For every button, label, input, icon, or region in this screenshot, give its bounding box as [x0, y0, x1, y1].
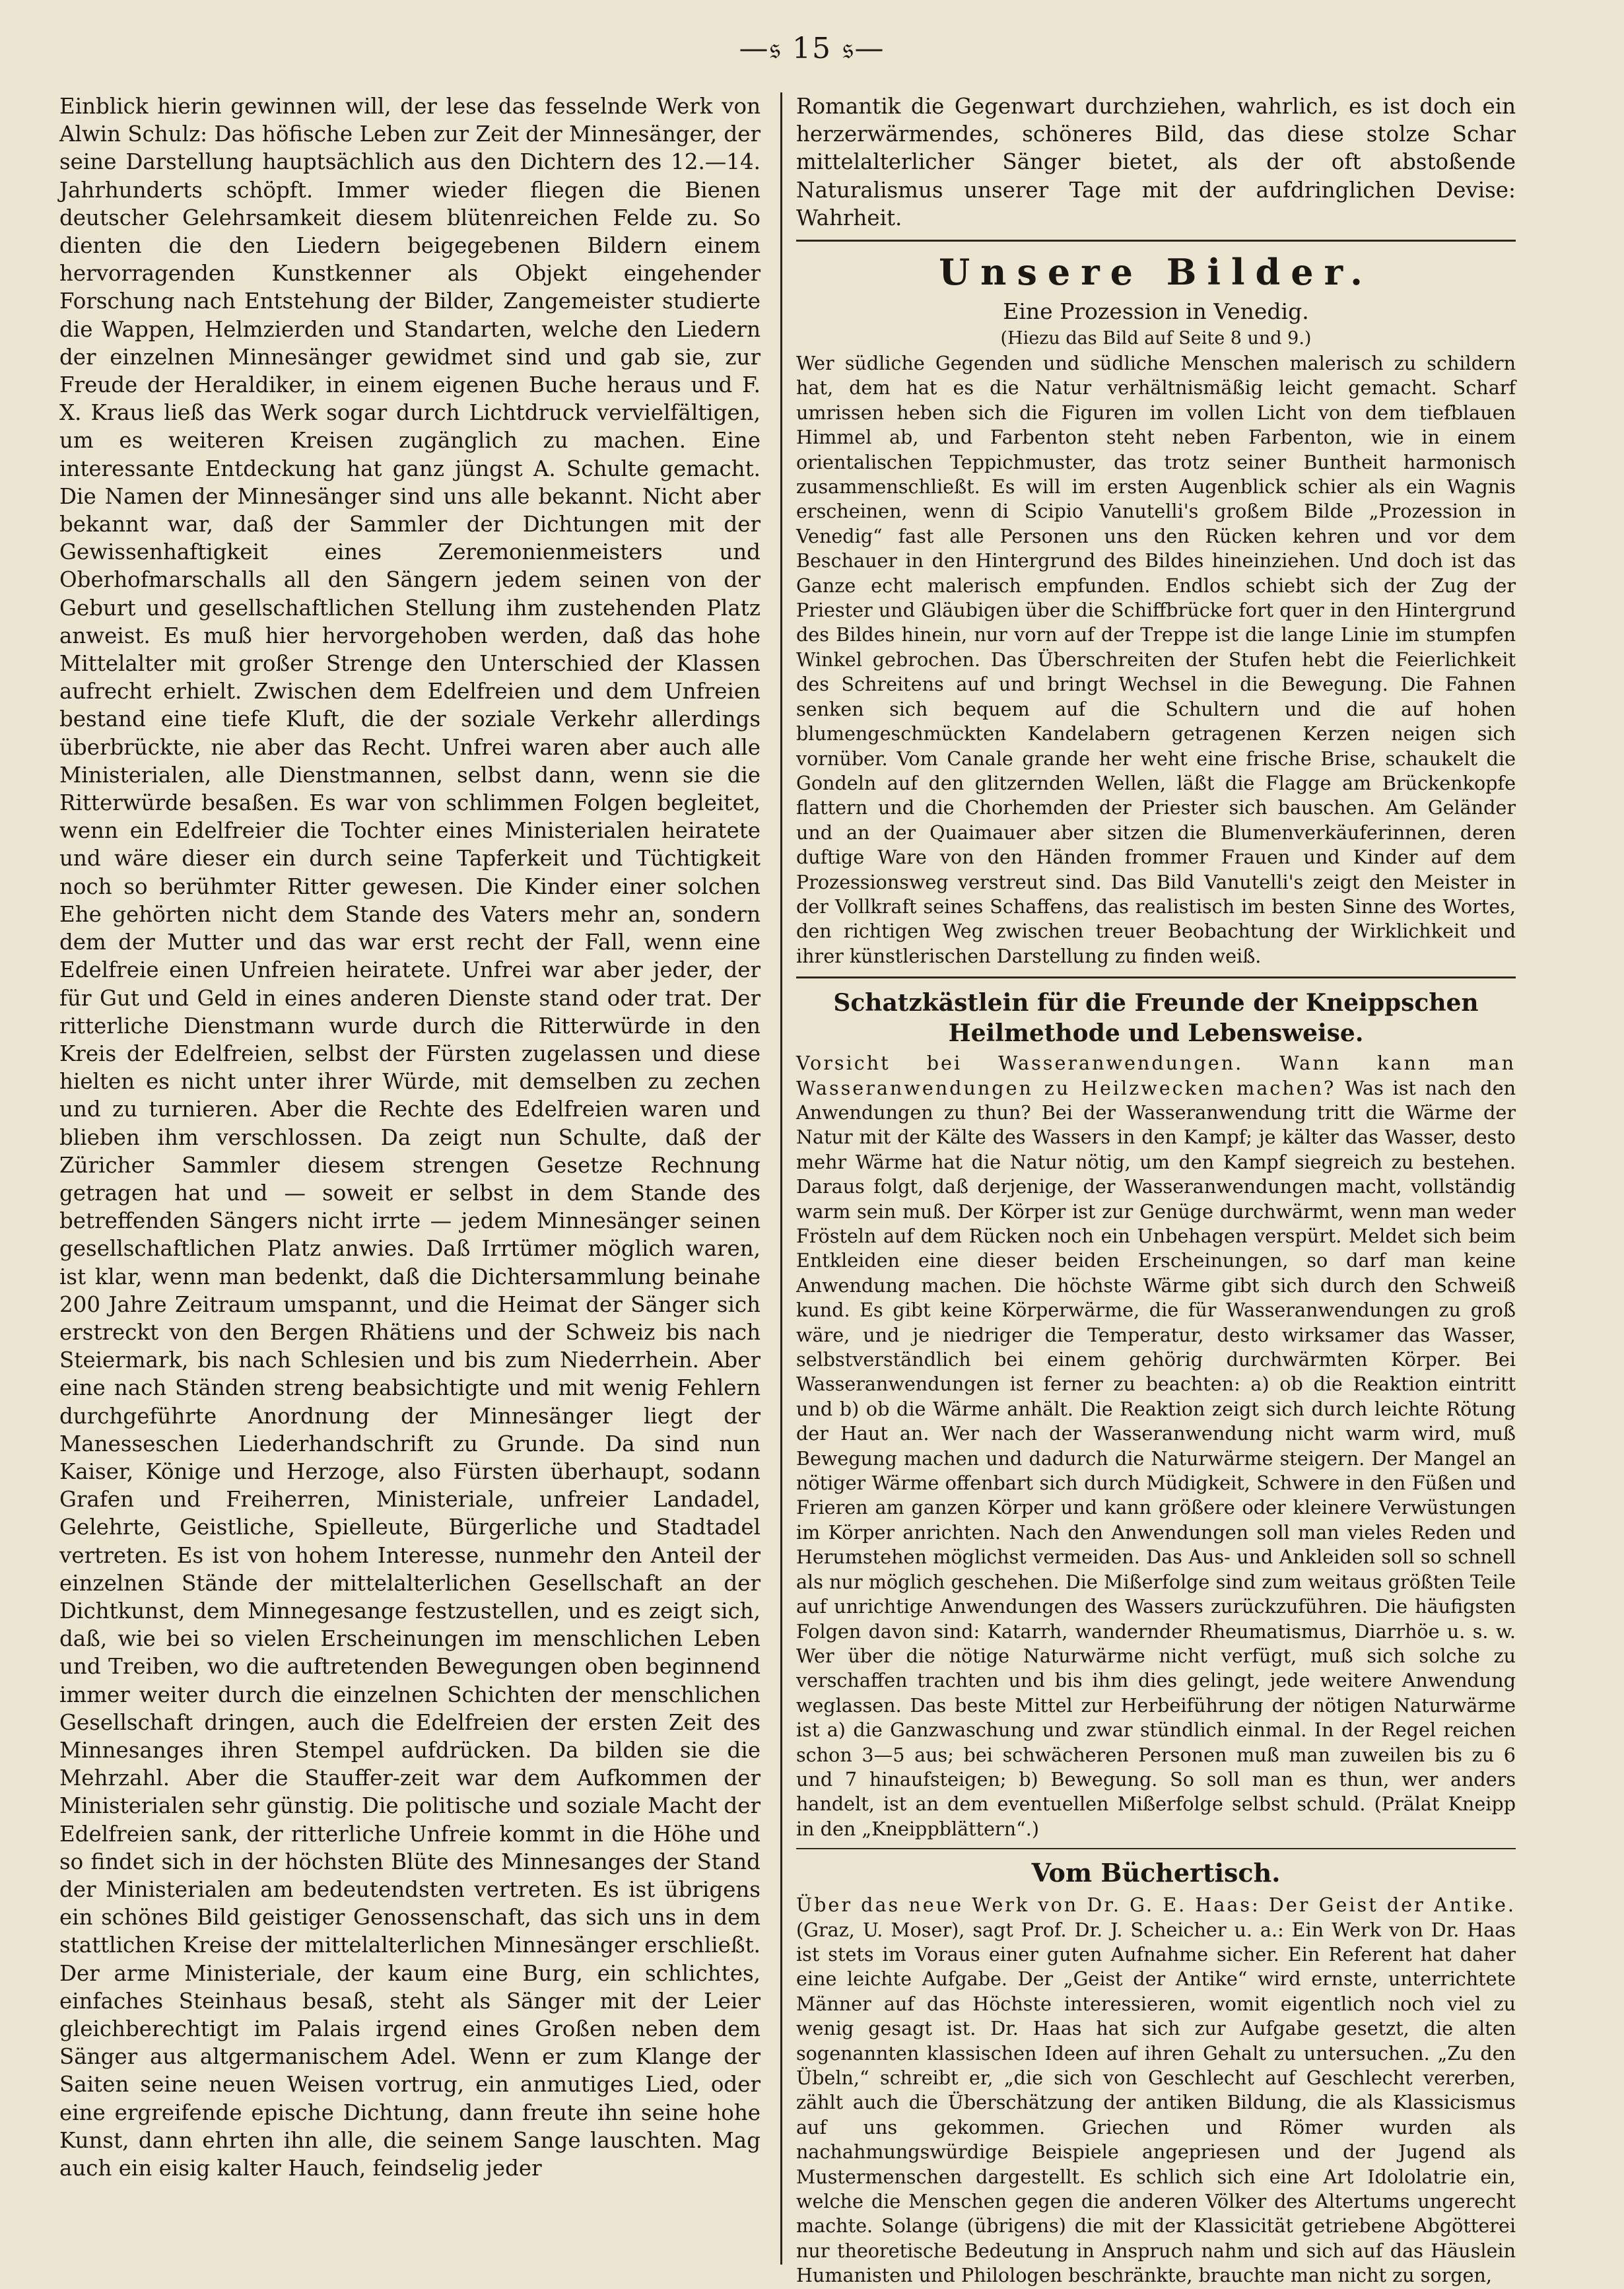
- bilder-heading: Unsere Bilder.: [939, 251, 1373, 294]
- right-intro-text: Romantik die Gegenwart durchziehen, wahrlich, es ist doch ein herzerwärmendes, schöneres Bild, das diese stolze Schar mittelalterlicher Sänger bietet, als der oft abstoßende Naturalismus unserer Tage mit der aufdringlichen Devise: Wahrheit.: [796, 94, 1516, 230]
- bilder-text: Wer südliche Gegenden und südliche Menschen malerisch zu schildern hat, dem hat es die Natur verhältnismäßig leicht gemacht. Scharf umrissen heben sich die Figuren im vollen Licht von dem tiefblauen Himmel ab, und Farbenton steht neben Farbenton, wie in einem orientalischen Teppichmuster, das trotz seiner Buntheit harmonisch zusammenschließt. Es will im ersten Augenblick schier als ein Wagnis erscheinen, wenn di Scipio Vanutelli's großem Bilde „Prozession in Venedig“ fast alle Personen uns den Rücken kehren und vor dem Beschauer in den Hintergrund des Bildes hineinziehen. Und doch ist das Ganze echt malerisch empfunden. Endlos schiebt sich der Zug der Priester und Gläubigen über die Schiffbrücke fort quer in den Hintergrund des Bildes hinein, nur vorn auf der Treppe ist die lange Linie im stumpfen Winkel gebrochen. Das Überschreiten der Stufen hebt die Feierlichkeit des Schreitens auf und bringt Wechsel in die Bewegung. Die Fahnen senken sich bequem auf die Schultern und die auf hohen blumengeschmückten Kandelabern getragenen Kerzen neigen sich vornüber. Vom Canale grande her weht eine frische Brise, schaukelt die Gondeln auf den glitzernden Wellen, läßt die Flagge am Brückenkopfe flattern und die Chorhemden der Priester sich bauschen. Am Geländer und an der Quaimauer aber sitzen die Blumenverkäuferinnen, deren duftige Ware von den Händen frommer Frauen und Kinder auf dem Prozessionsweg verstreut sind. Das Bild Vanutelli's zeigt den Meister in der Vollkraft seines Schaffens, das realistisch im besten Sinne des Wortes, den richtigen Weg zwischen treuer Beobachtung der Wirklichkeit und ihrer künstlerischen Darstellung zu finden weiß.: [796, 352, 1516, 967]
- bilder-note: (Hiezu das Bild auf Seite 8 und 9.): [1000, 328, 1312, 349]
- bilder-subtitle: Eine Prozession in Venedig.: [1003, 298, 1309, 325]
- kneipp-heading: Schatzkästlein für die Freunde der Kneippschen Heilmethode und Lebensweise.: [833, 989, 1479, 1048]
- buecher-paragraph: [796, 1893, 1516, 2288]
- kneipp-paragraph: [796, 1051, 1516, 1841]
- buecher-text: (Graz, U. Moser), sagt Prof. Dr. J. Scheicher u. a.: Ein Werk von Dr. Haas ist stets im Voraus einer guten Aufnahme sicher. Ein Referent hat daher eine leichte Aufgabe. Der „Geist der Antike“ wird ernste, unterrichtete Männer auf das Höchste interessieren, womit eigentlich noch viel zu wenig gesagt ist. Dr. Haas hat sich zur Aufgabe gesetzt, die alten sogenannten klassischen Ideen auf ihren Gehalt zu untersuchen. „Zu den Übeln,“ schreibt er, „die sich von Geschlecht auf Geschlecht vererben, zählt auch die Überschätzung der antiken Bildung, die als Klassicismus auf uns gekommen. Griechen und Römer wurden als nachahmungswürdige Beispiele angepriesen und der Jugend als Mustermenschen dargestellt. Es schlich sich eine Art Idololatrie ein, welche die Menschen gegen die anderen Völker des Altertums ungerecht machte. Solange (übrigens) die mit der Klassicität getriebene Abgötterei nur theoretische Bedeutung in Anspruch nahm und sich auf das Häuslein Humanisten und Philologen beschränkte, brauchte man nicht zu sorgen,: [796, 1918, 1516, 2287]
- kneipp-lead: Vorsicht bei Wasseranwendungen. Wann kann man Wasseranwendungen zu Heilzwecken machen?: [796, 1052, 1516, 1099]
- right-column: [796, 92, 1516, 2288]
- buecher-lead: Über das neue Werk von Dr. G. E. Haas: Der Geist der Antike.: [796, 1894, 1516, 1917]
- section-rule: [796, 976, 1516, 978]
- left-column: [59, 92, 761, 2182]
- buecher-heading: Vom Büchertisch.: [1031, 1858, 1281, 1888]
- section-rule: [796, 1848, 1516, 1849]
- page-number: —𝔰 15 𝔰—: [739, 32, 885, 65]
- left-article-text: Einblick hierin gewinnen will, der lese das fesselnde Werk von Alwin Schulz: Das höfische Leben zur Zeit der Minnesänger, der seine Darstellung hauptsächlich aus den Dichtern des 12.—14. Jahrhunderts schöpft. Immer wieder fliegen die Bienen deutscher Gelehrsamkeit diesem blütenreichen Felde zu. So dienten die den Liedern beigegebenen Bildern einem hervorragenden Kunstkenner als Objekt eingehender Forschung nach Entstehung der Bilder, Zangemeister studierte die Wappen, Helmzierden und Standarten, welche den Liedern der einzelnen Minnesänger gewidmet sind und gab sie, zur Freude der Heraldiker, in einem eigenen Buche heraus und F. X. Kraus ließ das Werk sogar durch Lichtdruck vervielfältigen, um es weiteren Kreisen zugänglich zu machen. Eine interessante Entdeckung hat ganz jüngst A. Schulte gemacht. Die Namen der Minnesänger sind uns alle bekannt. Nicht aber bekannt war, daß der Sammler der Dichtungen mit der Gewissenhaftigkeit eines Zeremonienmeisters und Oberhofmarschalls all den Sängern jedem seinen von der Geburt und gesellschaftlichen Stellung ihm zustehenden Platz anweist. Es muß hier hervorgehoben werden, daß das hohe Mittelalter mit großer Strenge den Unterschied der Klassen aufrecht erhielt. Zwischen dem Edelfreien und dem Unfreien bestand eine tiefe Kluft, die der soziale Verkehr allerdings überbrückte, nie aber das Recht. Unfrei waren aber auch alle Ministerialen, alle Dienstmannen, selbst dann, wenn sie die Ritterwürde besaßen. Es war von schlimmen Folgen begleitet, wenn ein Edelfreier die Tochter eines Ministerialen heiratete und wäre dieser ein durch seine Tapferkeit und Tüchtigkeit noch so berühmter Ritter gewesen. Die Kinder einer solchen Ehe gehörten nicht dem Stande des Vaters mehr an, sondern dem der Mutter und das war erst recht der Fall, wenn eine Edelfreie einen Unfreien heiratete. Unfrei war aber jeder, der für Gut und Geld in eines anderen Dienste stand oder trat. Der ritterliche Dienstmann wurde durch die Ritterwürde in den Kreis der Edelfreien, selbst der Fürsten zugelassen und diese hielten es nicht unter ihrer Würde, mit demselben zu zechen und zu turnieren. Aber die Rechte des Edelfreien waren und blieben ihm verschlossen. Da zeigt nun Schulte, daß der Züricher Sammler diesem strengen Gesetze Rechnung getragen hat und — soweit er selbst in dem Stande des betreffenden Sängers nicht irrte — jedem Minnesänger seinen gesellschaftlichen Platz anwies. Daß Irrtümer möglich waren, ist klar, wenn man bedenkt, daß die Dichtersammlung beinahe 200 Jahre Zeitraum umspannt, und die Heimat der Sänger sich erstreckt von den Bergen Rhätiens und der Schweiz bis nach Steiermark, bis nach Schlesien und bis zum Niederrhein. Aber eine nach Ständen streng beabsichtigte und mit wenig Fehlern durchgeführte Anordnung der Minnesänger liegt der Manesseschen Liederhandschrift zu Grunde. Da sind nun Kaiser, Könige und Herzoge, also Fürsten überhaupt, sodann Grafen und Freiherren, Ministeriale, unfreier Landadel, Gelehrte, Geistliche, Spielleute, Bürgerliche und Stadtadel vertreten. Es ist von hohem Interesse, nunmehr den Anteil der einzelnen Stände der mittelalterlichen Gesellschaft an der Dichtkunst, dem Minnegesange festzustellen, und es zeigt sich, daß, wie bei so vielen Erscheinungen im menschlichen Leben und Treiben, wo die auftretenden Bewegungen oben beginnend immer weiter durch die einzelnen Schichten der menschlichen Gesellschaft dringen, auch die Edelfreien der ersten Zeit des Minnesanges ihren Stempel aufdrücken. Da bilden sie die Mehrzahl. Aber die Stauffer-zeit war dem Aufkommen der Ministerialen sehr günstig. Die politische und soziale Macht der Edelfreien sank, der ritterliche Unfreie kommt in die Höhe und so findet sich in der höchsten Blüte des Minnesanges der Stand der Ministerialen am bedeutendsten vertreten. Es ist übrigens ein schönes Bild geistiger Genossenschaft, das sich uns in dem stattlichen Kreise der mittelalterlichen Minnesänger erschließt. Der arme Ministeriale, der kaum eine Burg, ein schlichtes, einfaches Steinhaus besaß, steht als Sänger mit der Leier gleichberechtigt im Palais irgend eines Großen neben dem Sänger aus altgermanischem Adel. Wenn er zum Klange der Saiten seine neuen Weisen vortrug, ein anmutiges Lied, oder eine ergreifende epische Dichtung, dann freute ihn seine hohe Kunst, dann ehrten ihn alle, die seinem Sange lauschten. Mag auch ein eisig kalter Hauch, feindselig jeder: [59, 94, 761, 2181]
- section-rule: [796, 240, 1516, 242]
- kneipp-text: Was ist nach den Anwendungen zu thun? Bei der Wasseranwendung tritt die Wärme der Natur mit der Kälte des Wassers in den Kampf; je kälter das Wasser, desto mehr Wärme hat die Natur nötig, um den Kampf siegreich zu bestehen. Daraus folgt, daß derjenige, der Wasseranwendungen macht, vollständig warm sein muß. Der Körper ist zur Genüge durchwärmt, wenn man weder Frösteln auf dem Rücken noch ein Unbehagen verspürt. Meldet sich beim Entkleiden eine dieser beiden Erscheinungen, so darf man keine Anwendung machen. Die höchste Wärme gibt sich durch den Schweiß kund. Es gibt keine Körperwärme, die für Wasseranwendungen zu groß wäre, und je niedriger die Temperatur, desto wirksamer das Wasser, selbstverständlich bei einem gehörig durchwärmten Körper. Bei Wasseranwendungen ist ferner zu beachten: a) ob die Reaktion eintritt und b) ob die Wärme anhält. Die Reaktion zeigt sich durch leichte Rötung der Haut an. Wer nach der Wasseranwendung nicht warm wird, muß Bewegung machen und dadurch die Naturwärme steigern. Der Mangel an nötiger Wärme offenbart sich durch Müdigkeit, Schwere in den Füßen und Frieren am ganzen Körper und kann größere oder kleinere Verwüstungen im Körper anrichten. Nach den Anwendungen soll man vieles Reden und Herumstehen möglichst vermeiden. Das Aus- und Ankleiden soll so schnell als nur möglich geschehen. Die Mißerfolge sind zum weitaus größten Teile auf unrichtige Anwendungen des Wassers zurückzuführen. Die häufigsten Folgen davon sind: Katarrh, wandernder Rheumatismus, Diarrhöe u. s. w. Wer über die nötige Naturwärme nicht verfügt, muß sich solche zu verschaffen trachten und bis ihm dies gelingt, jede weitere Anwendung weglassen. Das beste Mittel zur Herbeiführung der nötigen Naturwärme ist a) die Ganzwaschung und zwar stündlich einmal. In der Regel reichen schon 3—5 aus; bei schwächeren Personen muß man zuweilen bis zu 6 und 7 hinaufsteigen; b) Bewegung. So soll man es thun, wer anders handelt, ist an dem eventuellen Mißerfolge selbst schuld. (Prälat Kneipp in den „Kneippblättern“.): [796, 1076, 1516, 1840]
- column-divider: [780, 92, 782, 2265]
